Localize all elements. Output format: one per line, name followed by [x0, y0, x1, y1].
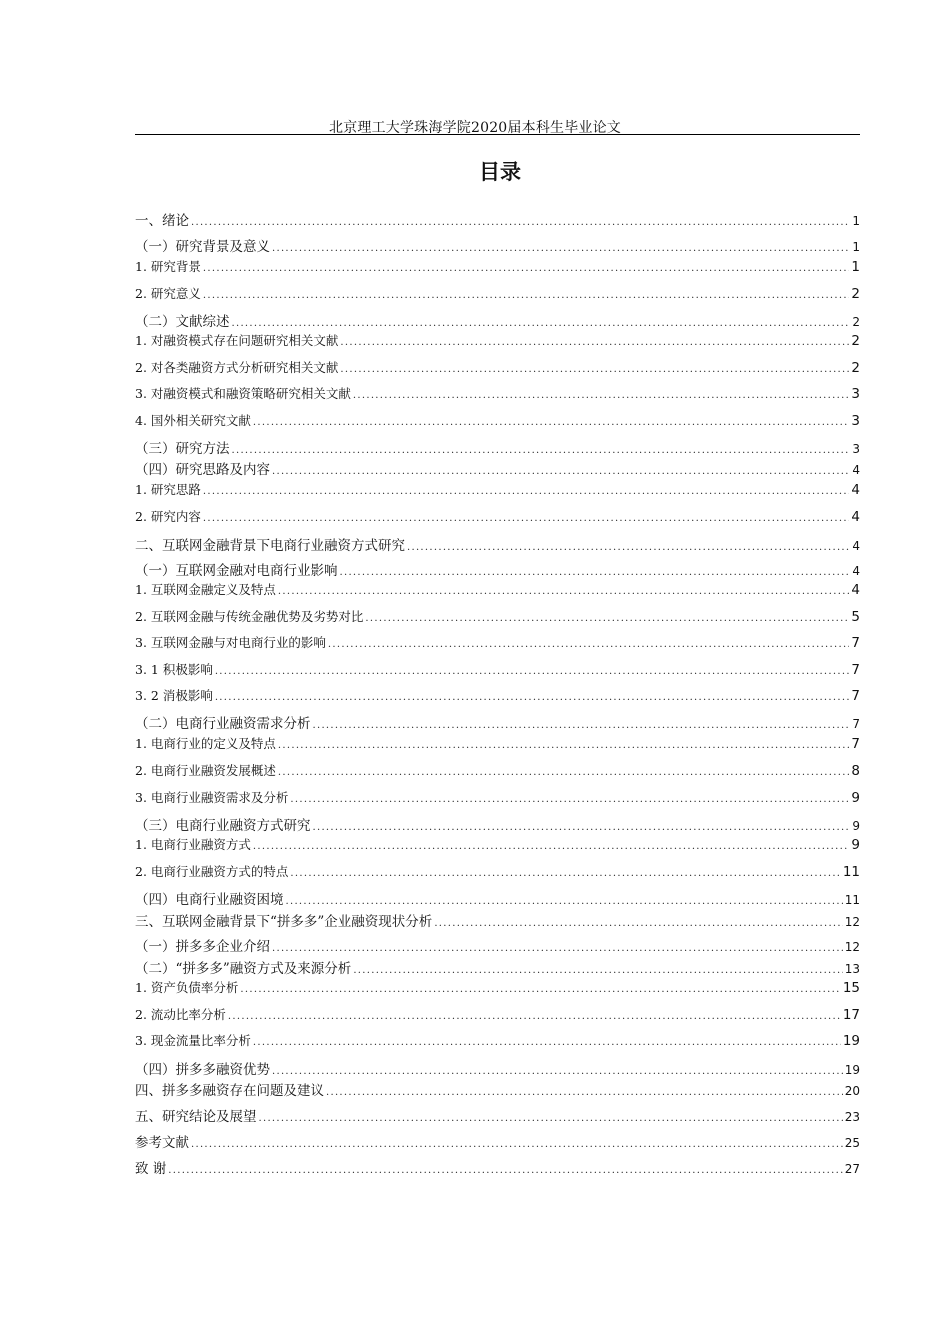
toc-entry[interactable]	[135, 384, 860, 402]
toc-leader-dots	[191, 1139, 843, 1150]
toc-page-number: 19	[844, 1063, 860, 1077]
toc-entry[interactable]	[135, 1157, 860, 1177]
toc-leader-dots	[272, 243, 850, 254]
toc-page-number: 15	[842, 980, 860, 996]
toc-leader-dots	[215, 692, 850, 703]
toc-entry-label: 参考文献	[135, 1135, 189, 1151]
toc-leader-dots	[272, 466, 850, 477]
toc-entry-label: 四、拼多多融资存在问题及建议	[135, 1083, 324, 1099]
toc-entry-label: 4. 国外相关研究文献	[135, 413, 251, 428]
toc-entry-label: 2. 流动比率分析	[135, 1007, 226, 1022]
toc-entry[interactable]	[135, 458, 860, 478]
toc-page-number: 13	[844, 962, 860, 976]
toc-entry[interactable]	[135, 257, 860, 275]
toc-page-number: 7	[851, 662, 860, 678]
toc-page-number: 9	[852, 819, 860, 833]
toc-leader-dots	[272, 943, 843, 954]
toc-entry[interactable]	[135, 835, 860, 853]
toc-page-number: 2	[851, 286, 860, 302]
toc-page-number: 11	[842, 864, 860, 880]
toc-entry-label: 1. 电商行业的定义及特点	[135, 736, 276, 751]
toc-entry-label: 1. 研究思路	[135, 482, 201, 497]
toc-leader-dots	[168, 1165, 842, 1176]
toc-page-number: 27	[844, 1162, 860, 1176]
toc-leader-dots	[215, 666, 850, 677]
toc-leader-dots	[253, 417, 850, 428]
toc-page-number: 4	[852, 539, 860, 553]
toc-entry-label: （四）研究思路及内容	[135, 462, 270, 478]
toc-leader-dots	[232, 318, 851, 329]
toc-leader-dots	[434, 918, 842, 929]
toc-entry-label: （四）电商行业融资困境	[135, 892, 284, 908]
toc-entry[interactable]	[135, 534, 860, 554]
toc-entry-label: 3. 互联网金融与对电商行业的影响	[135, 635, 326, 650]
toc-leader-dots	[203, 486, 850, 497]
toc-page-number: 4	[851, 509, 860, 525]
toc-page-number: 2	[851, 333, 860, 349]
toc-entry-label: 2. 研究意义	[135, 286, 201, 301]
toc-leader-dots	[228, 1011, 841, 1022]
toc-entry-label: 五、研究结论及展望	[135, 1109, 257, 1125]
toc-leader-dots	[232, 445, 851, 456]
toc-entry[interactable]	[135, 310, 860, 330]
toc-entry[interactable]	[135, 284, 860, 302]
toc-entry[interactable]	[135, 957, 860, 977]
running-header: 北京理工大学珠海学院2020届本科生毕业论文	[328, 120, 622, 136]
toc-entry-label: （一）互联网金融对电商行业影响	[135, 563, 338, 579]
toc-entry-label: （二）文献综述	[135, 314, 230, 330]
toc-entry[interactable]	[135, 1058, 860, 1078]
toc-entry-label: （二）电商行业融资需求分析	[135, 716, 311, 732]
toc-entry[interactable]	[135, 580, 860, 598]
toc-leader-dots	[290, 868, 840, 879]
toc-entry-label: 2. 电商行业融资发展概述	[135, 763, 276, 778]
toc-page-number: 17	[842, 1007, 860, 1023]
toc-leader-dots	[328, 639, 850, 650]
toc-entry-label: 致 谢	[135, 1161, 167, 1177]
toc-page-number: 4	[851, 482, 860, 498]
toc-entry[interactable]	[135, 559, 860, 579]
toc-page-number: 23	[844, 1110, 860, 1124]
toc-entry-label: 3. 电商行业融资需求及分析	[135, 790, 289, 805]
toc-page-number: 7	[851, 635, 860, 651]
toc-leader-dots	[278, 740, 850, 751]
toc-leader-dots	[191, 217, 850, 228]
toc-entry-label: 1. 互联网金融定义及特点	[135, 582, 276, 597]
toc-entry[interactable]	[135, 1105, 860, 1125]
toc-page-number: 9	[851, 790, 860, 806]
toc-entry[interactable]	[135, 686, 860, 704]
toc-leader-dots	[286, 896, 843, 907]
toc-page-number: 19	[842, 1033, 860, 1049]
toc-leader-dots	[203, 263, 850, 274]
toc-entry-label: （一）研究背景及意义	[135, 239, 270, 255]
toc-page-number: 11	[844, 893, 860, 907]
toc-entry[interactable]	[135, 788, 860, 806]
toc-page-number: 2	[852, 315, 860, 329]
toc-page-number: 8	[851, 763, 860, 779]
toc-page-number: 20	[844, 1084, 860, 1098]
toc-entry-label: 1. 研究背景	[135, 259, 201, 274]
toc-entry[interactable]	[135, 935, 860, 955]
toc-entry-label: 1. 资产负债率分析	[135, 980, 239, 995]
toc-page-number: 7	[851, 688, 860, 704]
toc-leader-dots	[313, 720, 851, 731]
toc-leader-dots	[259, 1113, 843, 1124]
toc-entry-label: （四）拼多多融资优势	[135, 1062, 270, 1078]
toc-entry[interactable]	[135, 507, 860, 525]
toc-entry[interactable]	[135, 235, 860, 255]
toc-entry-label: （二）“拼多多”融资方式及来源分析	[135, 961, 352, 977]
toc-page-number: 4	[852, 463, 860, 477]
toc-entry-label: 3. 对融资模式和融资策略研究相关文献	[135, 386, 351, 401]
toc-leader-dots	[326, 1087, 843, 1098]
toc-entry[interactable]	[135, 209, 860, 229]
toc-entry-label: 3. 2 消极影响	[135, 688, 213, 703]
toc-entry[interactable]	[135, 1131, 860, 1151]
toc-entry-label: 2. 电商行业融资方式的特点	[135, 864, 289, 879]
toc-leader-dots	[407, 542, 850, 553]
toc-leader-dots	[253, 1037, 841, 1048]
toc-page-number: 5	[851, 609, 860, 625]
toc-entry-label: 一、绪论	[135, 213, 189, 229]
toc-page-number: 2	[851, 360, 860, 376]
toc-leader-dots	[278, 767, 850, 778]
toc-leader-dots	[365, 613, 849, 624]
toc-entry[interactable]	[135, 1005, 860, 1023]
toc-page-number: 3	[852, 442, 860, 456]
toc-entry-label: 2. 对各类融资方式分析研究相关文献	[135, 360, 339, 375]
toc-entry-label: 3. 1 积极影响	[135, 662, 213, 677]
toc-page-number: 25	[844, 1136, 860, 1150]
toc-leader-dots	[313, 822, 851, 833]
toc-page-number: 7	[851, 736, 860, 752]
toc-entry-label: 1. 电商行业融资方式	[135, 837, 251, 852]
toc-entry[interactable]	[135, 814, 860, 834]
toc-page-number: 7	[852, 717, 860, 731]
toc-entry[interactable]	[135, 633, 860, 651]
toc-entry[interactable]	[135, 437, 860, 457]
toc-entry-label: 2. 互联网金融与传统金融优势及劣势对比	[135, 609, 364, 624]
toc-leader-dots	[340, 364, 849, 375]
toc-entry[interactable]	[135, 480, 860, 498]
toc-entry-label: 二、互联网金融背景下电商行业融资方式研究	[135, 538, 405, 554]
toc-entry-label: 2. 研究内容	[135, 509, 201, 524]
toc-entry[interactable]	[135, 862, 860, 880]
toc-entry[interactable]	[135, 761, 860, 779]
toc-title: 目录	[479, 160, 521, 184]
toc-page-number: 3	[851, 413, 860, 429]
toc-leader-dots	[278, 586, 850, 597]
toc-entry[interactable]	[135, 1079, 860, 1099]
toc-entry[interactable]	[135, 358, 860, 376]
toc-entry-label: 三、互联网金融背景下“拼多多”企业融资现状分析	[135, 914, 433, 930]
toc-entry[interactable]	[135, 734, 860, 752]
toc-page-number: 12	[844, 940, 860, 954]
toc-leader-dots	[203, 290, 850, 301]
toc-page-number: 3	[851, 386, 860, 402]
toc-entry[interactable]	[135, 331, 860, 349]
toc-leader-dots	[253, 841, 850, 852]
toc-entry-label: （一）拼多多企业介绍	[135, 939, 270, 955]
toc-leader-dots	[272, 1066, 843, 1077]
table-of-contents	[135, 0, 860, 1344]
toc-entry[interactable]	[135, 411, 860, 429]
toc-entry[interactable]	[135, 888, 860, 908]
toc-page-number: 4	[851, 582, 860, 598]
toc-entry-label: 1. 对融资模式存在问题研究相关文献	[135, 333, 339, 348]
toc-leader-dots	[353, 390, 850, 401]
toc-entry-label: 3. 现金流量比率分析	[135, 1033, 251, 1048]
toc-leader-dots	[340, 337, 849, 348]
toc-entry[interactable]	[135, 660, 860, 678]
toc-page-number: 4	[852, 564, 860, 578]
toc-entry[interactable]	[135, 978, 860, 996]
toc-entry-label: （三）电商行业融资方式研究	[135, 818, 311, 834]
toc-page-number: 9	[851, 837, 860, 853]
toc-leader-dots	[353, 965, 842, 976]
toc-leader-dots	[290, 794, 849, 805]
toc-entry[interactable]	[135, 1031, 860, 1049]
toc-entry[interactable]	[135, 910, 860, 930]
toc-entry-label: （三）研究方法	[135, 441, 230, 457]
toc-leader-dots	[340, 567, 851, 578]
toc-page-number: 12	[844, 915, 860, 929]
toc-page-number: 1	[852, 214, 860, 228]
toc-leader-dots	[203, 513, 850, 524]
toc-page-number: 1	[851, 259, 860, 275]
toc-page-number: 1	[852, 240, 860, 254]
toc-leader-dots	[240, 984, 840, 995]
toc-entry[interactable]	[135, 607, 860, 625]
toc-entry[interactable]	[135, 712, 860, 732]
